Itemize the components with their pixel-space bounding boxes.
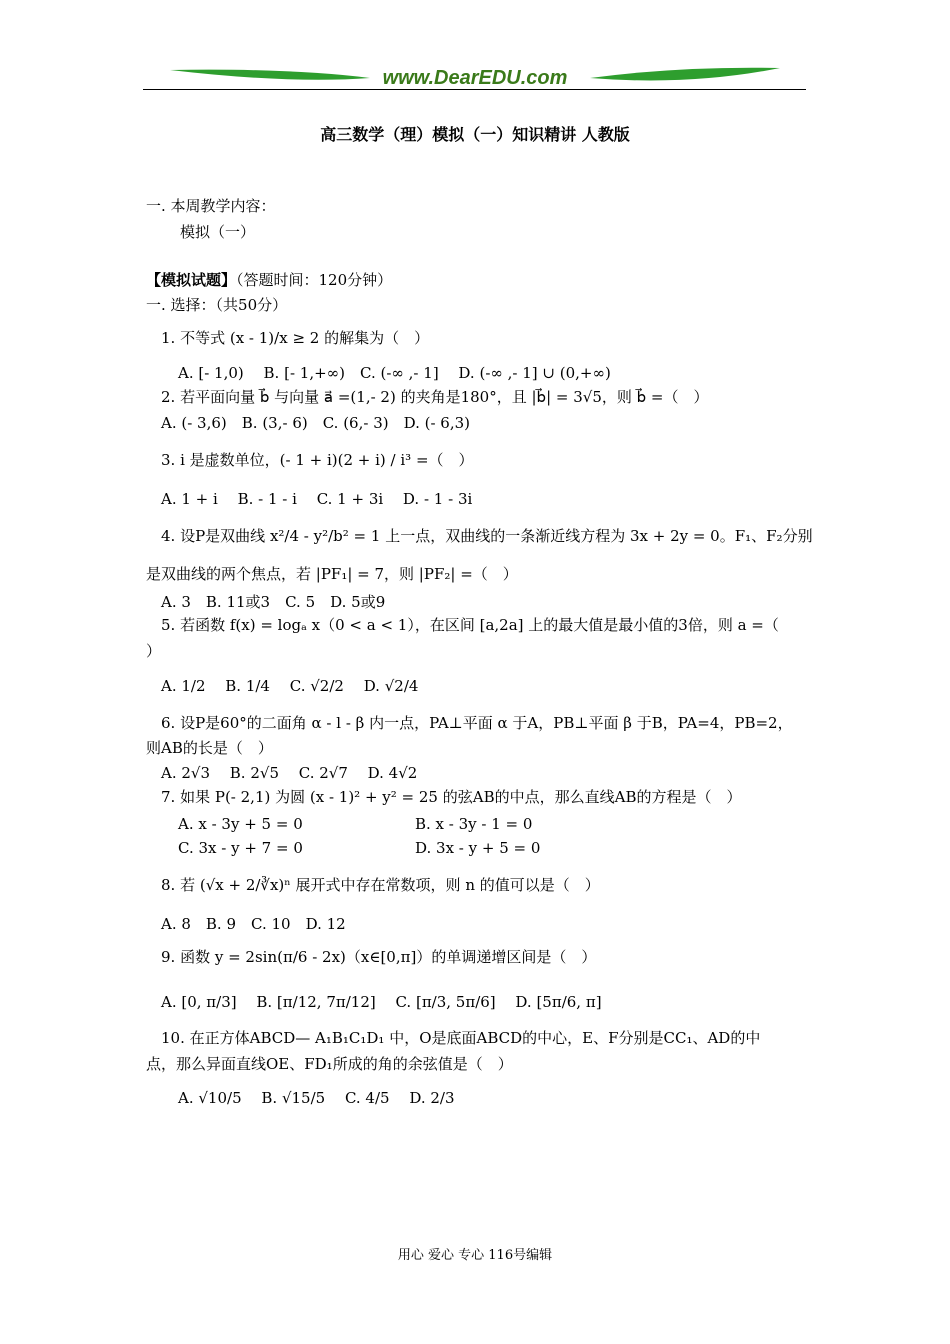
exam-heading-line: [146, 270, 392, 290]
section-1-heading: 一. 本周教学内容：: [146, 197, 276, 215]
part-1-heading: 一. 选择：（共50分）: [146, 296, 288, 314]
question-6: 6. 设P是60°的二面角 α - l - β 内一点，PA⊥平面 α 于A，PB⊥平面 β 于B，PA=4，PB=2，: [161, 714, 793, 732]
question-6-options: A. 2√3 B. 2√5 C. 2√7 D. 4√2: [161, 764, 418, 782]
exam-heading: 【模拟试题】: [146, 271, 237, 289]
question-1-options: A. [- 1,0) B. [- 1,+∞) C. (-∞ ,- 1] D. (-∞ ,- 1] ∪ (0,+∞): [178, 364, 611, 382]
question-5-cont: ）: [146, 642, 162, 660]
question-10-options: A. √10/5 B. √15/5 C. 4/5 D. 2/3: [178, 1089, 455, 1107]
question-4-options: A. 3 B. 11或3 C. 5 D. 5或9: [161, 593, 386, 611]
header-rule: [143, 89, 806, 90]
question-7-option-d: D. 3x - y + 5 = 0: [415, 839, 541, 857]
question-7-option-b: B. x - 3y - 1 = 0: [415, 815, 533, 833]
question-10-cont: 点，那么异面直线OE、FD₁所成的角的余弦值是（ ）: [146, 1055, 513, 1073]
question-9: 9. 函数 y = 2sin(π/6 - 2x)（x∈[0,π]）的单调递增区间是（ ）: [161, 948, 597, 966]
question-5-options: A. 1/2 B. 1/4 C. √2/2 D. √2/4: [161, 677, 419, 695]
question-10: 10. 在正方体ABCD— A₁B₁C₁D₁ 中，O是底面ABCD的中心，E、F分别是CC₁、AD的中: [161, 1029, 761, 1047]
question-2: 2. 若平面向量 b⃗ 与向量 a⃗ =(1,- 2) 的夹角是180°，且 |b⃗| = 3√5，则 b⃗ =（ ）: [161, 388, 709, 406]
question-6-cont: 则AB的长是（ ）: [146, 739, 273, 757]
section-1-content: 模拟（一）: [180, 223, 256, 241]
question-1: 1. 不等式 (x - 1)/x ≥ 2 的解集为（ ）: [161, 329, 430, 347]
logo-text: www.DearEDU.com: [382, 67, 568, 89]
exam-time: （答题时间：120分钟）: [236, 271, 393, 289]
question-3: 3. i 是虚数单位，(- 1 + i)(2 + i) / i³ =（ ）: [161, 451, 474, 469]
question-3-options: A. 1 + i B. - 1 - i C. 1 + 3i D. - 1 - 3i: [161, 490, 473, 508]
question-7: 7. 如果 P(- 2,1) 为圆 (x - 1)² + y² = 25 的弦AB的中点，那么直线AB的方程是（ ）: [161, 788, 742, 806]
question-4-cont: 是双曲线的两个焦点，若 |PF₁| = 7，则 |PF₂| =（ ）: [146, 565, 518, 583]
page-footer: 用心 爱心 专心 116号编辑: [397, 1248, 553, 1263]
question-4: 4. 设P是双曲线 x²/4 - y²/b² = 1 上一点，双曲线的一条渐近线方程为 3x + 2y = 0。F₁、F₂分别: [161, 527, 813, 545]
question-8: 8. 若 (√x + 2/∛x)ⁿ 展开式中存在常数项，则 n 的值可以是（ ）: [161, 876, 600, 894]
question-9-options: A. [0, π/3] B. [π/12, 7π/12] C. [π/3, 5π/6] D. [5π/6, π]: [161, 993, 602, 1011]
question-7-option-c: C. 3x - y + 7 = 0: [178, 839, 303, 857]
page-title: 高三数学（理）模拟（一）知识精讲 人教版: [320, 125, 630, 144]
question-2-options: A. (- 3,6) B. (3,- 6) C. (6,- 3) D. (- 6,3): [161, 414, 471, 432]
question-8-options: A. 8 B. 9 C. 10 D. 12: [161, 915, 346, 933]
question-5: 5. 若函数 f(x) = logₐ x（0 < a < 1），在区间 [a,2a] 上的最大值是最小值的3倍，则 a =（: [161, 616, 779, 634]
question-7-option-a: A. x - 3y + 5 = 0: [178, 815, 303, 833]
